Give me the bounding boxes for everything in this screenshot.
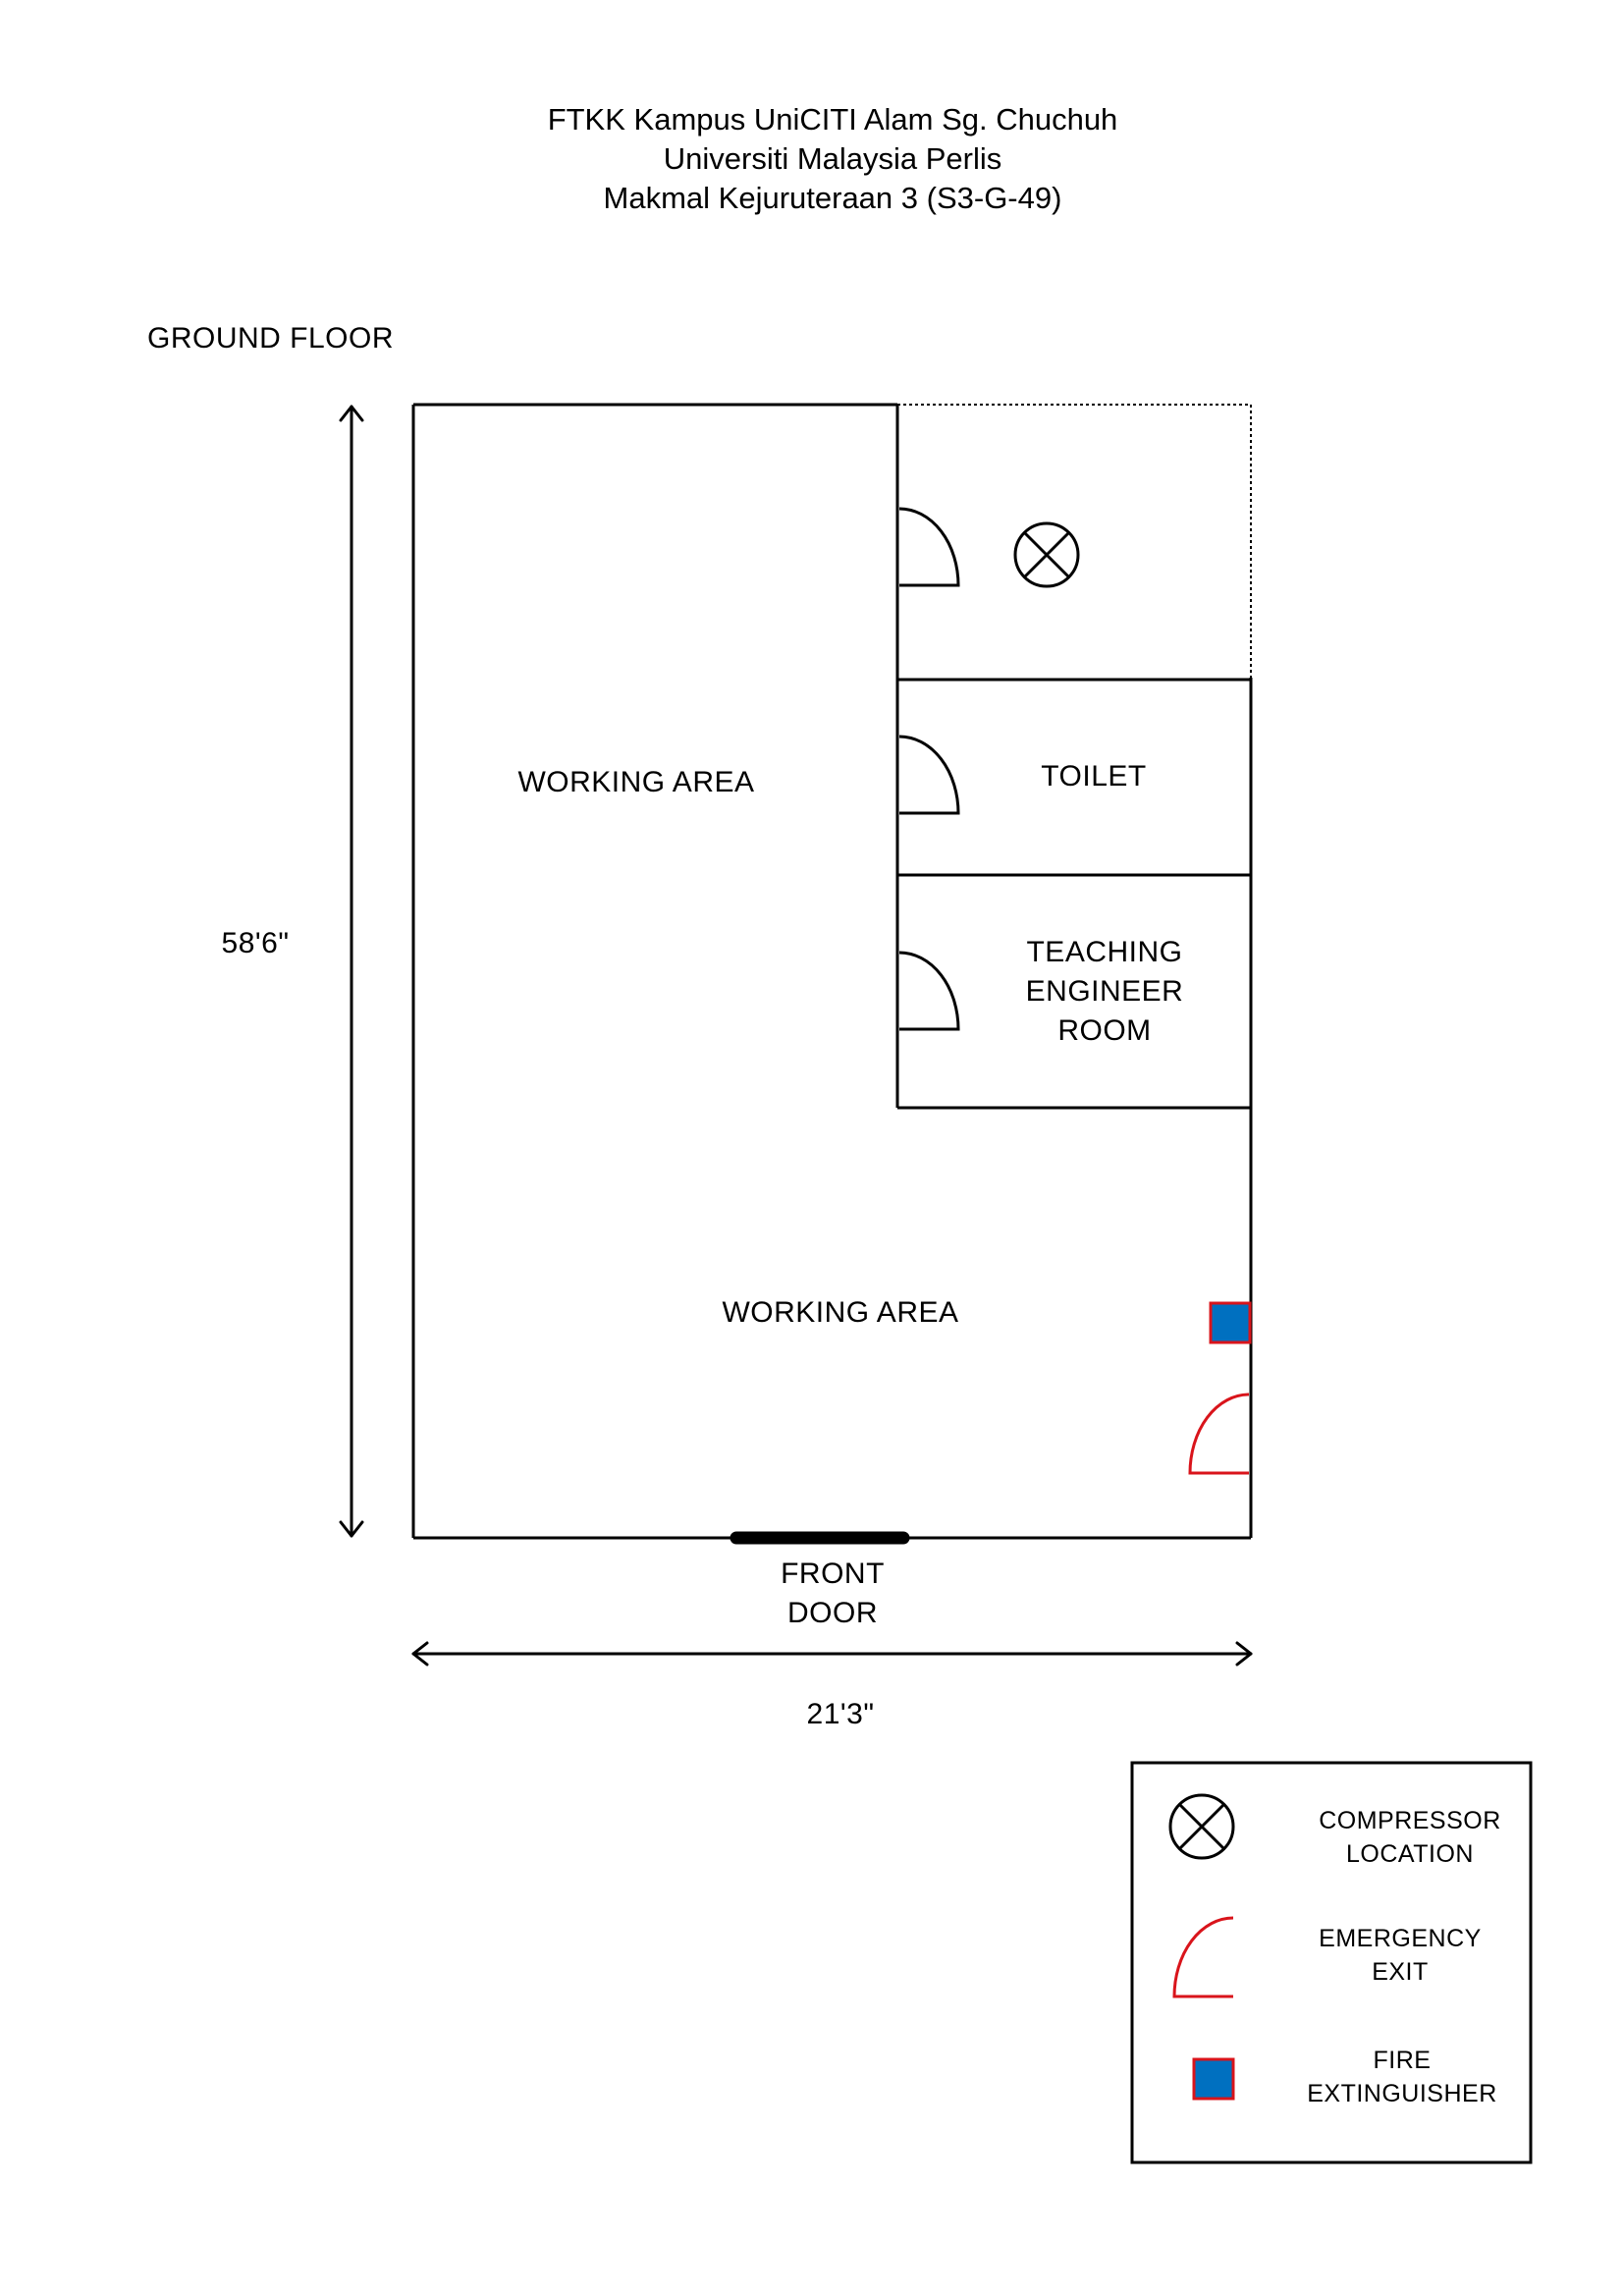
emergency-exit-icon xyxy=(1190,1394,1249,1473)
header-line-1: FTKK Kampus UniCITI Alam Sg. Chuchuh xyxy=(547,102,1118,137)
header-line-3: Makmal Kejuruteraan 3 (S3-G-49) xyxy=(603,181,1062,215)
door-arc-icon xyxy=(899,509,958,585)
legend-fire-extinguisher-label-line-1: FIRE xyxy=(1373,2047,1432,2074)
teaching-room-label-line-3: ROOM xyxy=(1057,1014,1152,1047)
door-arc-icon xyxy=(899,953,958,1029)
fire-extinguisher-icon xyxy=(1211,1303,1250,1342)
legend-emergency-exit-label-line-2: EXIT xyxy=(1372,1958,1429,1986)
legend-emergency-exit-icon xyxy=(1174,1918,1233,1996)
legend-compressor-label-line-2: LOCATION xyxy=(1346,1840,1474,1868)
working-area-upper-label: WORKING AREA xyxy=(517,766,755,798)
legend-fire-extinguisher-label-line-2: EXTINGUISHER xyxy=(1307,2080,1497,2107)
toilet-label: TOILET xyxy=(1041,760,1147,793)
floor-label: GROUND FLOOR xyxy=(147,322,395,355)
legend-compressor-label-line-1: COMPRESSOR xyxy=(1319,1807,1501,1834)
width-dimension-arrow xyxy=(413,1643,1251,1665)
width-dimension-label: 21'3" xyxy=(806,1698,875,1730)
front-door-label-line-2: DOOR xyxy=(787,1597,878,1629)
building-outline xyxy=(413,405,1251,1538)
legend xyxy=(1132,1763,1531,2162)
compressor-location-icon xyxy=(1015,523,1078,586)
legend-emergency-exit-label-line-1: EMERGENCY xyxy=(1319,1925,1482,1952)
teaching-room-label-line-1: TEACHING xyxy=(1026,936,1183,968)
door-arc-icon xyxy=(899,737,958,813)
front-door-label-line-1: FRONT xyxy=(781,1558,885,1590)
working-area-lower-label: WORKING AREA xyxy=(722,1296,959,1329)
teaching-room-label-line-2: ENGINEER xyxy=(1025,975,1184,1008)
height-dimension-label: 58'6" xyxy=(221,927,290,959)
legend-compressor-icon xyxy=(1170,1795,1233,1858)
height-dimension-arrow xyxy=(341,407,362,1536)
legend-fire-extinguisher-icon xyxy=(1194,2059,1233,2099)
header-line-2: Universiti Malaysia Perlis xyxy=(663,141,1002,176)
